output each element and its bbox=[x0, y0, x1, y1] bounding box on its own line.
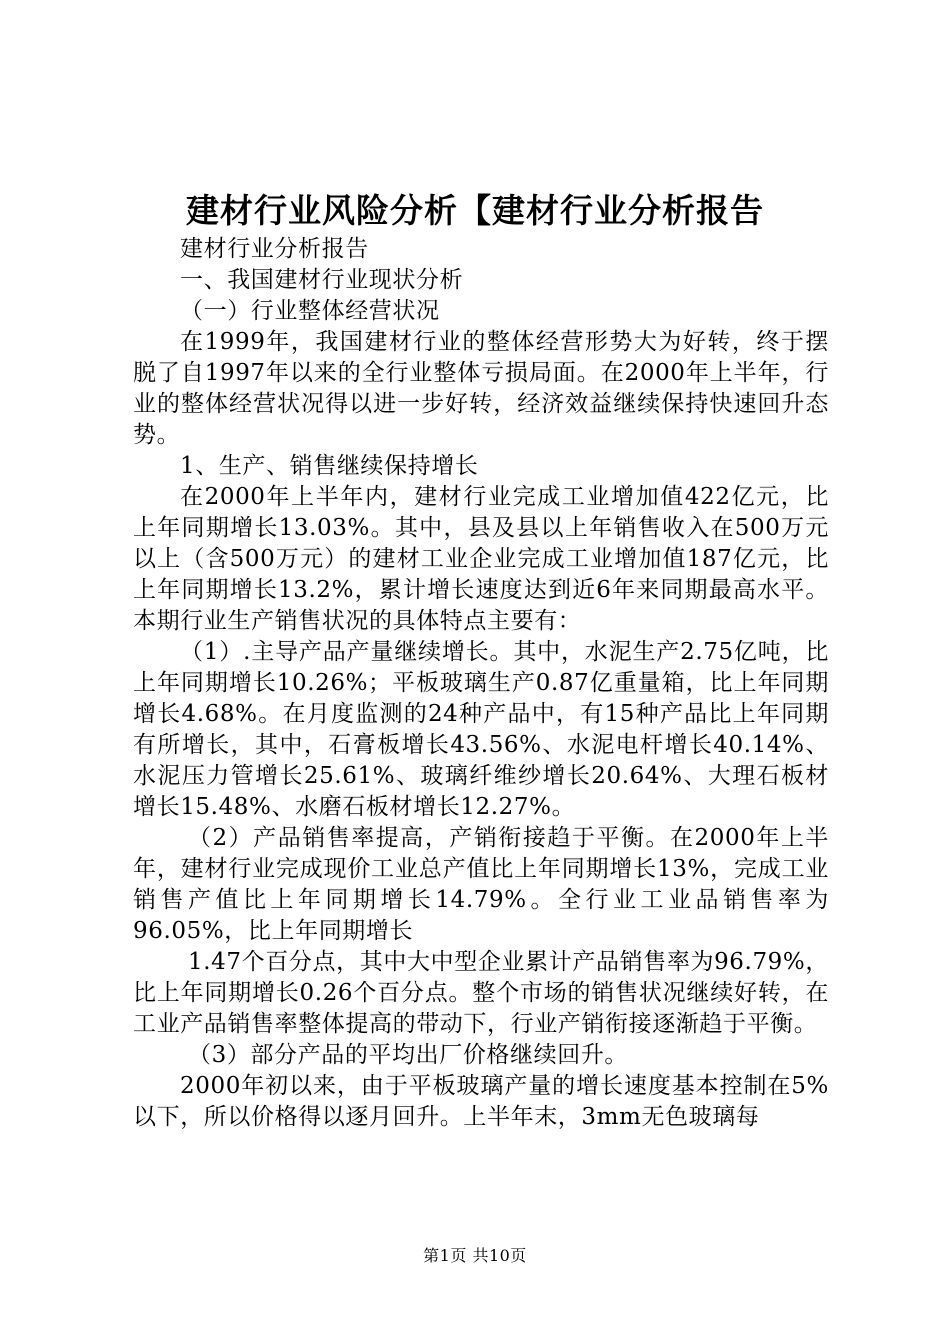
item-heading: 1、生产、销售继续保持增长 bbox=[180, 453, 479, 479]
report-subtitle: 建材行业分析报告 bbox=[180, 236, 369, 262]
subsection-heading: （一）行业整体经营状况 bbox=[180, 298, 440, 324]
body-paragraph: （1）.主导产品产量继续增长。其中，水泥生产2.75亿吨，比上年同期增长10.26%；平板玻璃生产0.87亿重量箱，比上年同期增长4.68%。在月度监测的24种产品中，有15种产品比上年同期有所增长，其中，石膏板增长43.56%、水泥电杆增长40.14%、水泥压力管增长25.61%、玻璃纤维纱增长20.64%、大理石板材增长15.48%、水磨石板材增长12.27%。 bbox=[133, 639, 829, 820]
body-paragraph: 在1999年，我国建材行业的整体经营形势大为好转，终于摆脱了自1997年以来的全行业整体亏损局面。在2000年上半年，行业的整体经营状况得以进一步好转，经济效益继续保持快速回升态势。 bbox=[133, 329, 829, 448]
document-title: 建材行业风险分析【建材行业分析报告 bbox=[186, 191, 764, 230]
body-paragraph: 2000年初以来，由于平板玻璃产量的增长速度基本控制在5%以下，所以价格得以逐月回升。上半年末，3mm无色玻璃每 bbox=[133, 1073, 829, 1130]
page-number: 第1页 共10页 bbox=[423, 1246, 527, 1265]
section-heading: 一、我国建材行业现状分析 bbox=[180, 267, 464, 293]
document-body bbox=[133, 234, 829, 1133]
item-heading: （3）部分产品的平均出厂价格继续回升。 bbox=[188, 1042, 629, 1068]
body-paragraph: 1.47个百分点，其中大中型企业累计产品销售率为96.79%，比上年同期增长0.26个百分点。整个市场的销售状况继续好转，在工业产品销售率整体提高的带动下，行业产销衔接逐渐趋于平衡。 bbox=[133, 949, 829, 1037]
body-paragraph: 在2000年上半年内，建材行业完成工业增加值422亿元，比上年同期增长13.03%。其中，县及县以上年销售收入在500万元以上（含500万元）的建材工业企业完成工业增加值187亿元，比上年同期增长13.2%，累计增长速度达到近6年来同期最高水平。本期行业生产销售状况的具体特点主要有： bbox=[133, 484, 829, 634]
body-paragraph: （2）产品销售率提高，产销衔接趋于平衡。在2000年上半年，建材行业完成现价工业总产值比上年同期增长13%，完成工业销售产值比上年同期增长14.79%。全行业工业品销售率为96.05%，比上年同期增长 bbox=[133, 825, 829, 944]
